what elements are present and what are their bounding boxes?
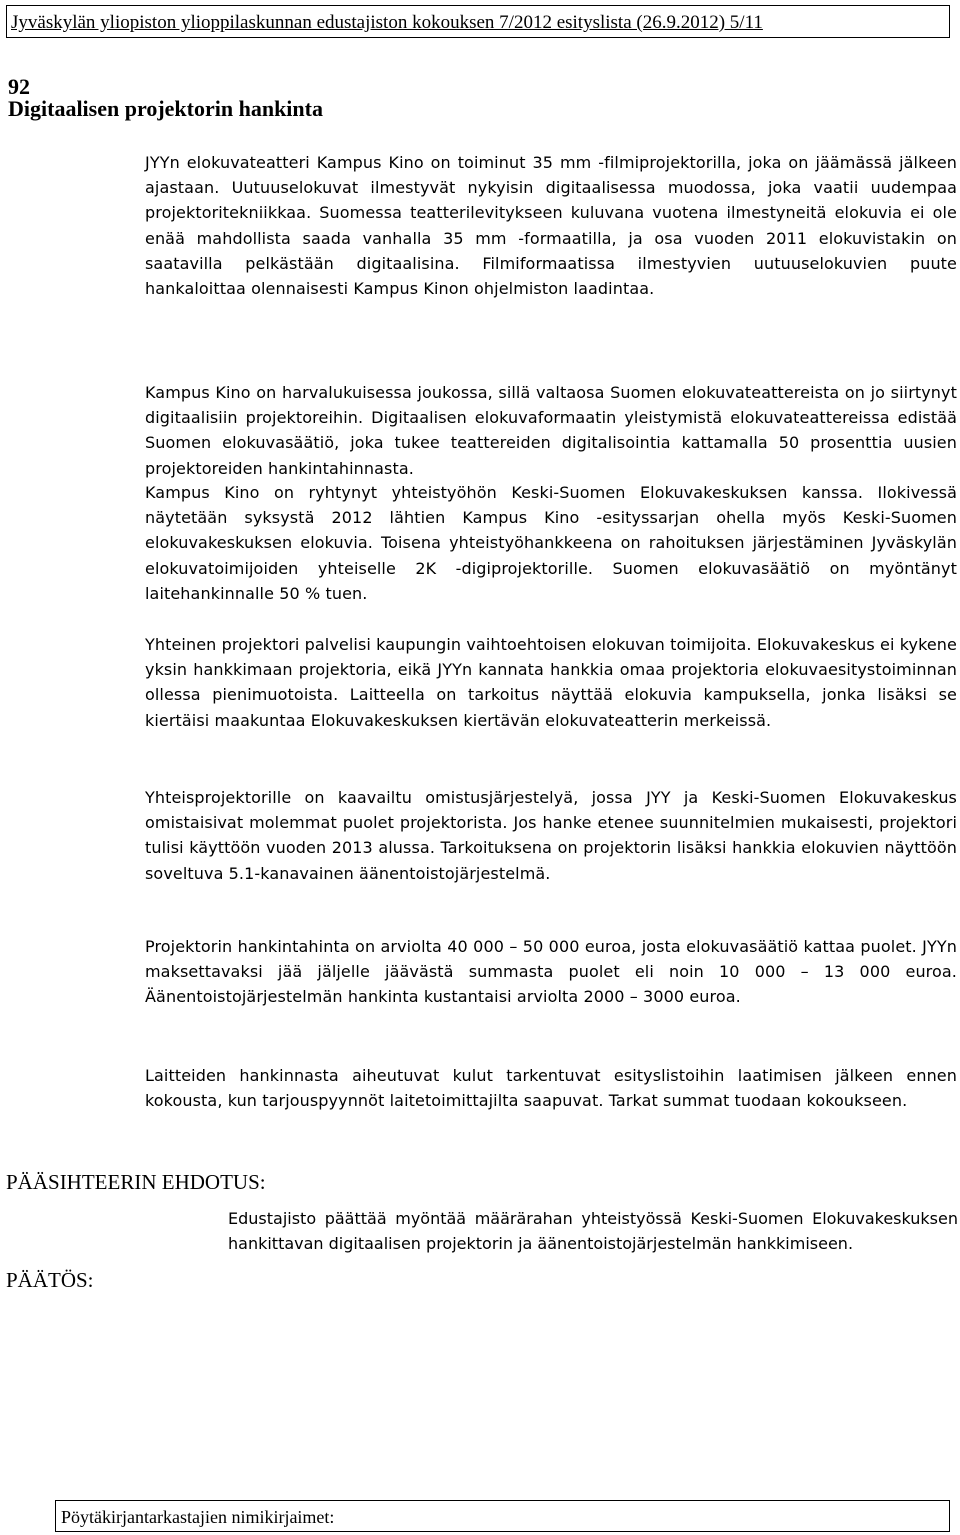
signature-box xyxy=(55,1500,950,1532)
paragraph-6 xyxy=(145,934,957,1010)
section-number: 92 xyxy=(8,74,30,99)
signature-label: Pöytäkirjantarkastajien nimikirjaimet: xyxy=(61,1507,335,1527)
paragraph-text: Yhteinen projektori palvelisi kaupungin vaihtoehtoisen elokuvan toimijoita. Elokuvakeskus ei kykene yksin hankkimaan projektoria, eikä JYYn kannata hankkia omaa projektoria elokuvaesitystoiminnan ollessa pienimuotoista. Laitteella on tarkoitus näyttää elokuvia kampuksella, jonka lisäksi se kiertäisi maakuntaa Elokuvakeskuksen kiertävän elokuvateatterin merkeissä. xyxy=(145,635,957,730)
paragraph-7 xyxy=(145,1063,957,1113)
paragraph-text: Laitteiden hankinnasta aiheutuvat kulut tarkentuvat esityslistoihin laatimisen jälkeen ennen kokousta, kun tarjouspyynnöt laitetoimittajilta saapuvat. Tarkat summat tuodaan kokoukseen. xyxy=(145,1066,957,1111)
decision-label: PÄÄTÖS: xyxy=(6,1268,94,1292)
header-text: Jyväskylän yliopiston ylioppilaskunnan edustajiston kokouksen 7/2012 esityslista (26.9.2012) 5/11 xyxy=(11,12,763,33)
paragraph-4 xyxy=(145,632,957,733)
paragraph-text: Projektorin hankintahinta on arviolta 40 000 – 50 000 euroa, josta elokuvasäätiö kattaa puolet. JYYn maksettavaksi jää jäljelle jäävästä summasta puolet eli noin 10 000 – 13 000 euroa. Äänentoistojärjestelmän hankinta kustantaisi arviolta 2000 – 3000 euroa. xyxy=(145,937,957,1007)
paragraph-3 xyxy=(145,480,957,606)
section-title: Digitaalisen projektorin hankinta xyxy=(8,96,323,121)
proposal-label: PÄÄSIHTEERIN EHDOTUS: xyxy=(6,1170,266,1194)
paragraph-5 xyxy=(145,785,957,886)
paragraph-text: Yhteisprojektorille on kaavailtu omistusjärjestelyä, jossa JYY ja Keski-Suomen Elokuvakeskus omistaisivat molemmat puolet projektorista. Jos hanke etenee suunnitelmien mukaisesti, projektori tulisi käyttöön vuoden 2013 alussa. Tarkoituksena on projektorin lisäksi hankkia elokuvien näyttöön soveltuva 5.1-kanavainen äänentoistojärjestelmä. xyxy=(145,788,957,883)
paragraph-text: Kampus Kino on ryhtynyt yhteistyöhön Keski-Suomen Elokuvakeskuksen kanssa. Ilokivessä näytetään syksystä 2012 lähtien Kampus Kino -esityssarjan ohella myös Keski-Suomen elokuvakeskuksen elokuvia. Toisena yhteistyöhankkeena on rahoituksen järjestäminen Jyväskylän elokuvatoimijoiden yhteiselle 2K -digiprojektorille. Suomen elokuvasäätiö on myöntänyt laitehankinnalle 50 % tuen. xyxy=(145,483,957,603)
paragraph-2 xyxy=(145,380,957,481)
paragraph-text: JYYn elokuvateatteri Kampus Kino on toiminut 35 mm -filmiprojektorilla, joka on jäämässä jälkeen ajastaan. Uutuuselokuvat ilmestyvät nykyisin digitaalisessa muodossa, joka vaatii uudempaa projektoritekniikkaa. Suomessa teatterilevitykseen kuluvana vuotena ilmestyneitä elokuvia ei ole enää mahdollista saada vanhalla 35 mm -formaatilla, ja osa vuoden 2011 elokuvistakin on saatavilla pelkästään digitaalisina. Filmiformaatissa ilmestyvien uutuuselokuvien puute hankaloittaa olennaisesti Kampus Kinon ohjelmiston laadintaa. xyxy=(145,153,957,299)
page-header xyxy=(6,5,950,38)
proposal-text: Edustajisto päättää myöntää määrärahan yhteistyössä Keski-Suomen Elokuvakeskuksen hankittavan digitaalisen projektorin ja äänentoistojärjestelmän hankkimiseen. xyxy=(228,1209,958,1254)
paragraph-text: Kampus Kino on harvalukuisessa joukossa, sillä valtaosa Suomen elokuvateattereista on jo siirtynyt digitaalisiin projektoreihin. Digitaalisen elokuvaformaatin yleistymistä elokuvateattereissa edistää Suomen elokuvasäätiö, joka tukee teattereiden digitalisointia kattamalla 50 prosenttia uusien projektoreiden hankintahinnasta. xyxy=(145,383,957,478)
paragraph-1 xyxy=(145,150,957,301)
